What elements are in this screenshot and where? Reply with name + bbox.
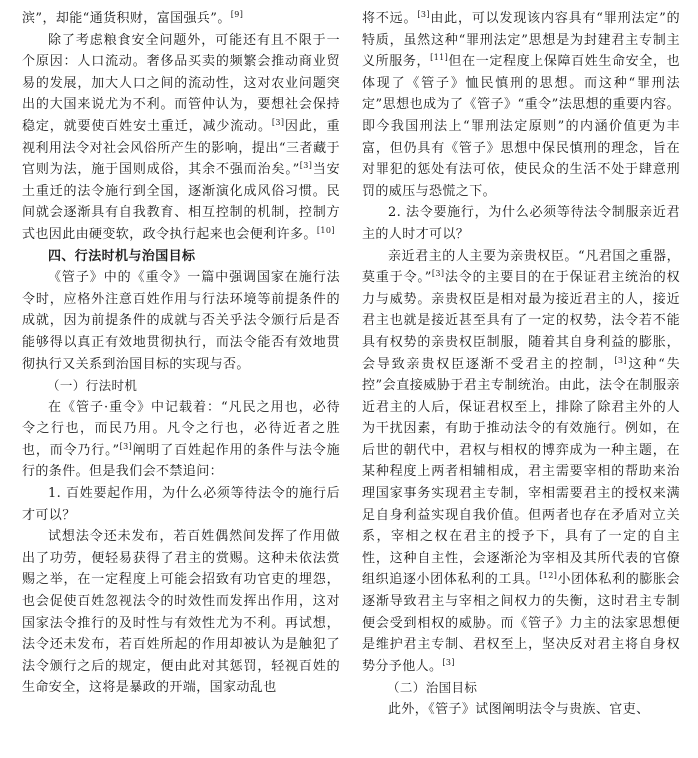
subsection-heading: （二）治国目标 (387, 680, 478, 696)
paragraph: 亲近君主的人主要为亲贵权臣。“凡君国之重器，莫重于令。”[3]法令的主要目的在于保证君主统治的权力与威势。亲贵权臣是相对最为接近君主的人，接近君主也就是接近甚至具有了一定的权势，法令若不能具有权势的亲贵权臣制服，随着其自身利益的膨胀，会导致亲贵权臣逐渐不受君主的控制，[3]这种“失控”会直接威胁于君主专制统治。由此，法令在制服亲近君主的人后，保证君权至上，排除了除君主外的人为干扰因素，有助于推动法令的有效施行。例如，在后世的朝代中，君权与相权的博弈成为一种主题，在某种程度上两者相辅相成，君主需要宰相的帮助来治理国家事务实现君主专制，宰相需要君主的授权来满足自身利益实现自我价值。但两者也存在矛盾对立关系，宰相之权在君主的授予下，具有了一定的自主性，这种自主性，会逐渐沦为宰相及其所代表的官僚组织追逐小团体私利的工具。[12]小团体私利的膨胀会逐渐导致君主与宰相之间权力的失衡，这时君主专制便会受到相权的威胁。而《管子》力主的法家思想便是维护君主专制、君权至上，坚决反对君主将自身权势分予他人。[3] (362, 248, 680, 674)
paragraph-continued: 将不远。[3]由此，可以发现该内容具有“罪刑法定”的特质，虽然这种“罪刑法定”思想是为封建君主专制主义所服务，[11]但在一定程度上保障百姓生命安全，也体现了《管子》恤民慎刑的思想。而这种“罪刑法定”思想也成为了《管子》“重令”法思想的重要内容。即今我国刑法上“罪刑法定原则”的内涵价值更为丰富，但仍具有《管子》思想中保民慎刑的理念，旨在对罪犯的惩处有法可依，使民众的生活不处于肆意刑罚的威压与恐慌之下。 (362, 10, 680, 199)
paragraph-continued: 滨”，却能“通货积财，富国强兵”。[9] (22, 10, 244, 26)
citation: [3] (417, 10, 430, 19)
question-heading: 2. 法令要施行，为什么必须等待法令制服亲近君主的人时才可以？ (362, 205, 680, 242)
paragraph: 此外，《管子》试图阐明法令与贵族、官吏、 (388, 702, 650, 717)
citation: [3] (431, 269, 445, 279)
citation: [3] (614, 355, 627, 365)
subsection-heading: （一）行法时机 (47, 378, 138, 394)
paragraph: 除了考虑粮食安全问题外，可能还有且不限于一个原因：人口流动。奢侈品买卖的频繁会推动商业贸易的发展，加大人口之间的流动性，这对农业问题突出的大国来说尤为不利。而管仲认为，要想社会保持稳定，就要使百姓安土重迁，减少流动。[3]因此，重视利用法令对社会风俗所产生的影响，提出“三者藏于官则为法，施于国则成俗，其余不强而治矣。”[3]当安土重迁的法令施行到全国，逐渐演化成风俗习惯。民间就会逐渐具有自我教育、相互控制的机制，控制方式也因此由硬变软，政令执行起来也会便利许多。[10] (22, 32, 340, 242)
right-column (362, 8, 680, 721)
citation: [9] (230, 10, 244, 19)
paragraph: 在《管子·重令》中记载着：“凡民之用也，必待令之行也，而民乃用。凡令之行也，必待近者之胜也，而令乃行。”[3]阐明了百姓起作用的条件与法令施行的条件。但是我们会不禁追问： (22, 399, 340, 480)
citation: [3] (442, 657, 455, 667)
citation: [11] (430, 53, 449, 63)
citation: [3] (119, 441, 133, 451)
question-heading: 1. 百姓要起作用，为什么必须等待法令的施行后才可以？ (22, 486, 340, 523)
citation: [10] (316, 225, 335, 235)
paragraph: 试想法令还未发布，若百姓偶然间发挥了作用做出了功劳，便轻易获得了君主的赏赐。这种未依法赏赐之举，在一定程度上可能会招致有功官吏的埋怨，也会促使百姓忽视法令的时效性而发挥出作用，这对国家法令推行的及时性与有效性尤为不利。再试想，法令还未发布，若百姓所起的作用却被认为是触犯了法令颁行之后的规定，便由此对其惩罚，轻视百姓的生命安全，这将是暴政的开端，国家动乱也 (22, 529, 340, 696)
paragraph: 《管子》中的《重令》一篇中强调国家在施行法令时，应格外注意百姓作用与行法环境等前提条件的成就，因为前提条件的成就与否关乎法令颁行后是否能够得以真正有效地贯彻执行，而法令能否有效地贯彻执行又关系到治国目标的实现与否。 (22, 270, 340, 372)
section-heading: 四、行法时机与治国目标 (48, 248, 196, 264)
citation: [3] (271, 117, 285, 127)
left-column (22, 8, 340, 699)
citation: [3] (299, 161, 313, 171)
citation: [12] (539, 571, 558, 581)
